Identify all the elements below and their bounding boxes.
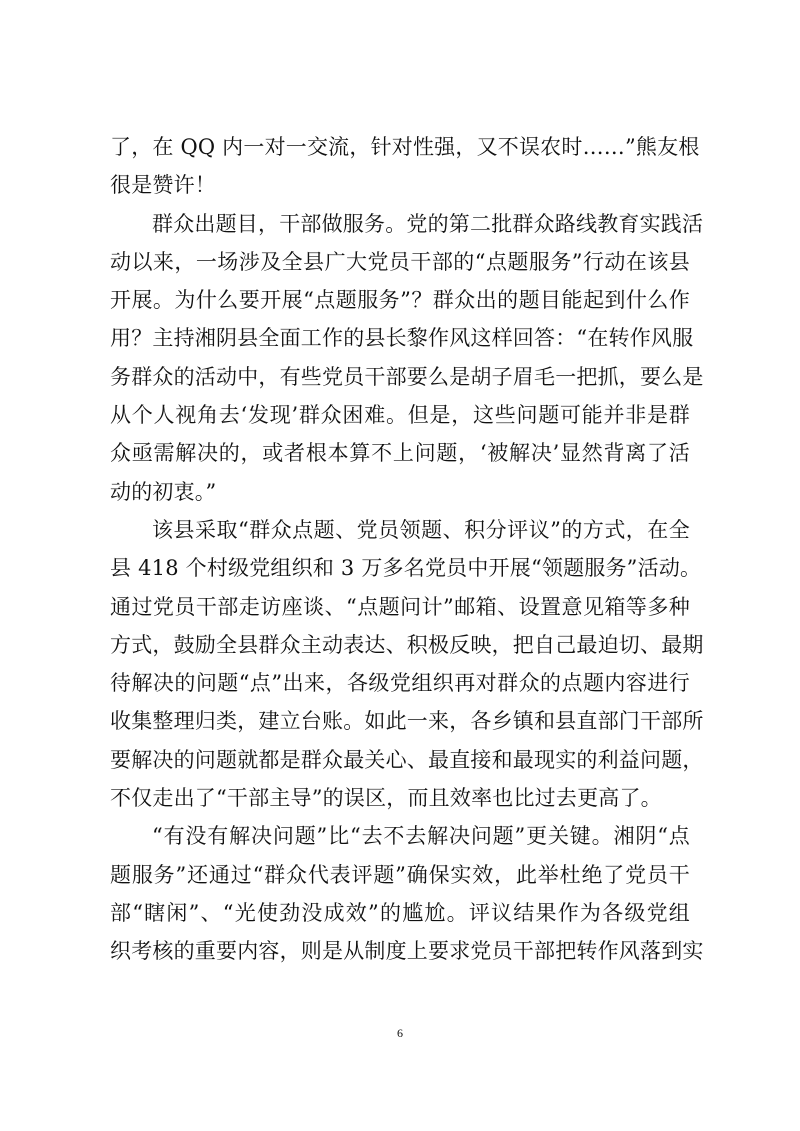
text-line: 该县采取“群众点题、党员领题、积分评议”的方式，在全 bbox=[152, 517, 690, 542]
text-line: 收集整理归类，建立台账。如此一来，各乡镇和县直部门干部所 bbox=[110, 709, 704, 734]
text-line: 方式，鼓励全县群众主动表达、积极反映，把自己最迫切、最期 bbox=[110, 632, 704, 657]
text-line: 很是赞许！ bbox=[110, 173, 216, 198]
text-line: 众亟需解决的，或者根本算不上问题，‘被解决’显然背离了活 bbox=[110, 441, 690, 466]
text-line: 开展。为什么要开展“点题服务”？群众出的题目能起到什么作 bbox=[110, 288, 690, 313]
text-line: 题服务”还通过“群众代表评题”确保实效，此举杜绝了党员干 bbox=[110, 862, 690, 887]
text-line: 县 418 个村级党组织和 3 万多名党员中开展“领题服务”活动。 bbox=[110, 556, 702, 581]
text-line: 不仅走出了“干部主导”的误区，而且效率也比过去更高了。 bbox=[110, 786, 662, 811]
text-line: 动以来，一场涉及全县广大党员干部的“点题服务”行动在该县 bbox=[110, 249, 690, 274]
text-line: 要解决的问题就都是群众最关心、最直接和最现实的利益问题， bbox=[110, 747, 704, 772]
text-line: 待解决的问题“点”出来，各级党组织再对群众的点题内容进行 bbox=[110, 671, 690, 696]
page-number: 6 bbox=[397, 1026, 403, 1040]
text-line: 群众出题目，干部做服务。党的第二批群众路线教育实践活 bbox=[152, 211, 704, 236]
text-line: “有没有解决问题”比“去不去解决问题”更关键。湘阴“点 bbox=[152, 824, 690, 849]
text-line: 通过党员干部走访座谈、“点题问计”邮箱、设置意见箱等多种 bbox=[110, 594, 690, 619]
text-line: 动的初衷。” bbox=[110, 479, 217, 504]
text-line: 了，在 QQ 内一对一交流，针对性强，又不误农时……”熊友根 bbox=[110, 135, 700, 159]
text-line: 务群众的活动中，有些党员干部要么是胡子眉毛一把抓，要么是 bbox=[110, 364, 704, 389]
text-line: 部“瞎闲”、“光使劲没成效”的尴尬。评议结果作为各级党组 bbox=[110, 900, 690, 925]
text-line: 用？主持湘阴县全面工作的县长黎作风这样回答：“在转作风服 bbox=[110, 326, 694, 351]
text-line: 从个人视角去‘发现’群众困难。但是，这些问题可能并非是群 bbox=[110, 403, 690, 428]
body-text bbox=[110, 128, 704, 971]
text-line: 织考核的重要内容，则是从制度上要求党员干部把转作风落到实 bbox=[110, 939, 704, 964]
